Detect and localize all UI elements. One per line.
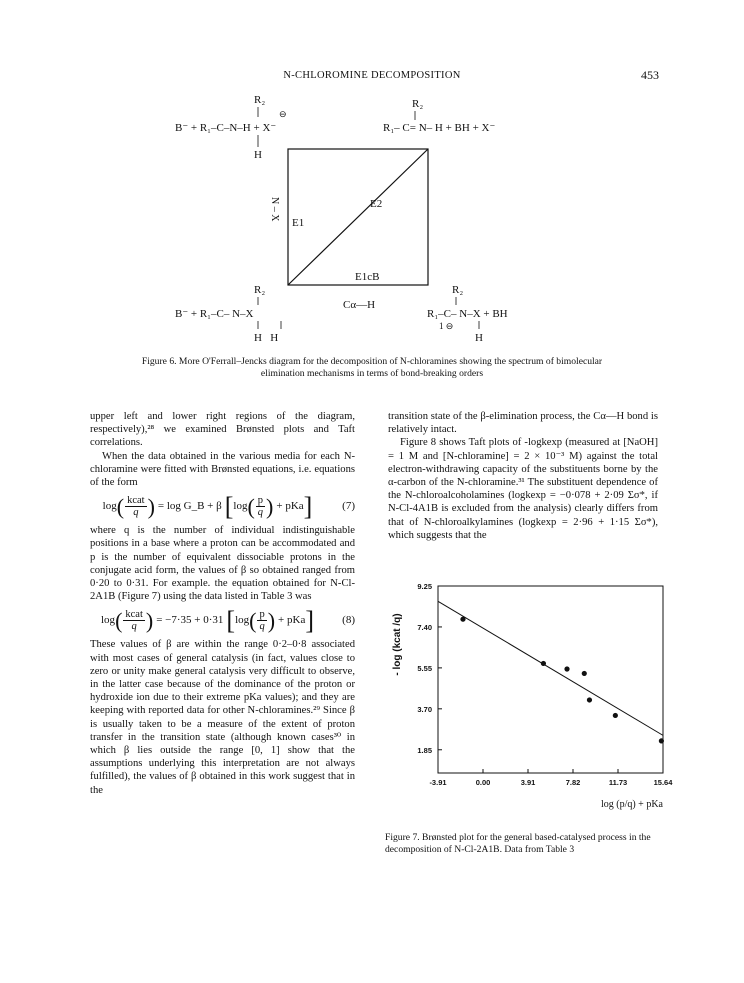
- figure-7-chart: [388, 578, 678, 818]
- eq8-num2: p: [259, 609, 265, 621]
- fig6-top-right-r2: R₂: [412, 98, 424, 110]
- fig6-bottom-right-r2: R₂: [452, 284, 464, 296]
- fig6-bottom-right-species: R₁–C– N–X + BH: [427, 308, 508, 320]
- data-point: [587, 697, 592, 702]
- fig6-e1-label: E1: [292, 217, 305, 229]
- eq8-mid: = −7·35 + 0·31: [156, 614, 224, 627]
- eq8-log2: log: [235, 614, 250, 627]
- x-tick-label: 0.00: [475, 778, 491, 787]
- y-tick-label: 7.40: [417, 622, 432, 632]
- fig6-top-left-h: H: [254, 149, 262, 161]
- x-tick-label: 11.73: [608, 778, 628, 787]
- eq8-num: kcat: [125, 609, 143, 621]
- eq7-log: log: [102, 500, 117, 513]
- eq7-number: (7): [342, 500, 355, 513]
- eq7-log2: log: [233, 500, 248, 513]
- fig6-bottom-left-hh: H H: [254, 332, 279, 344]
- eq7-mid: = log G_B + β: [157, 500, 222, 513]
- fig6-top-left-r2: R₂: [254, 95, 266, 106]
- data-point: [659, 738, 664, 743]
- eq8-tail: + pKa: [278, 614, 306, 627]
- equation-8: log ( $\frac{\text{kcat}}{q}$ ) = −7·35 + 0·31 [ log ( $\frac{p}{q}$ ) + pKa ] (8): [101, 605, 355, 635]
- data-point: [613, 713, 618, 718]
- right-paragraph-2: Figure 8 shows Taft plots of -logkexp (measured at [NaOH] = 1 M and [N-chloramine] = 2 × 10⁻³ M) against the total electron-withdrawing capacity of the substituents borne by the α-carbon of the N-chloramine.³¹ The substituent dependence of the N-chloroalcoholamines (logkexp = −0·078 + 2·09 Σσ*, if N-Cl-4A1B is excluded from the analysis) clearly differs from that of N-chloroalkylamines (logkexp = 2·96 + 1·15 Σσ*), which suggests that the: [388, 437, 658, 541]
- y-tick-label: 3.70: [417, 704, 432, 714]
- fig6-bottom-right-h: H: [475, 332, 483, 344]
- y-tick-label: 9.25: [417, 582, 432, 591]
- figure-7-caption: Figure 7. Brønsted plot for the general based-catalysed process in the decomposition of N-Cl-2A1B. Data from Table 3: [385, 832, 651, 855]
- y-axis-label: - log (kcat /q): [392, 613, 403, 676]
- figure-6-caption: Figure 6. More O'Ferrall–Jencks diagram for the decomposition of N-chloramines showing the spectrum of bimolecular elimination mechanisms in terms of bond-breaking orders: [141, 356, 603, 379]
- x-axis-label: log (p/q) + pKa: [600, 799, 663, 810]
- fig6-nx-label: N – X: [269, 197, 280, 222]
- data-point: [460, 617, 465, 622]
- fig6-e2-label: E2: [370, 198, 383, 210]
- data-point: [541, 661, 546, 666]
- fig6-e1cb-label: E1cB: [355, 271, 380, 283]
- x-tick-label: 3.91: [520, 778, 536, 787]
- eq8-den: q: [131, 621, 137, 633]
- right-paragraph-1: transition state of the β-elimination process, the Cα—H bond is relatively intact.: [388, 411, 658, 436]
- x-tick-label: -3.91: [429, 778, 447, 787]
- left-paragraph-4: These values of β are within the range 0·2–0·8 associated with most cases of general catalysis (in fact, values close to zero or unity make general catalysis very difficult to observe, in the latter case because of the dominance of the proton or hydroxide ion due to their extreme pKa values); and they are keeping with reported data for other N-chloramines.²⁹ Since β is usually taken to be a measure of the extent of proton transfer in the transition state (although known cases³⁰ in which β lies outside the range [0, 1] show that the assumptions underlying this interpretation are not always fulfilled), the values of β obtained in this work suggest that in the: [90, 639, 355, 796]
- left-paragraph-1: upper left and lower right regions of the diagram, respectively),²⁸ we examined Brønsted plots and Taft correlations.: [90, 411, 355, 449]
- y-tick-label: 1.85: [417, 745, 432, 755]
- eq8-log: log: [101, 614, 116, 627]
- eq7-den2: q: [257, 507, 264, 519]
- left-paragraph-2: When the data obtained in the various media for each N-chloramine were fitted with Brønsted equations, i.e. equations of the form: [90, 450, 355, 489]
- eq7-num2: p: [257, 495, 264, 507]
- fig6-bottom-right-sub: 1 ⊖: [439, 321, 454, 331]
- regression-line: [438, 601, 663, 735]
- figure-6-diagram: [165, 95, 585, 350]
- right-column: [388, 410, 658, 542]
- fig6-bottom-left-species: B⁻ + R₁–C– N–X: [175, 308, 254, 320]
- plot-frame: [438, 586, 663, 773]
- y-tick-label: 5.55: [417, 663, 432, 673]
- eq8-den2: q: [259, 621, 265, 633]
- x-tick-label: 15.64: [653, 778, 673, 787]
- data-point: [564, 666, 569, 671]
- equation-7: log ( $\frac{\text{kcat}}{q}$ ) = log G_B + β [ log ( $\frac{p}{q}$ ) + pKa ] (7): [102, 491, 355, 521]
- fig6-top-right-species: R₁– C= N– H + BH + X⁻: [383, 122, 496, 134]
- running-header: N-CHLOROMINE DECOMPOSITION: [283, 70, 461, 81]
- fig6-top-left-species: B⁻ + R₁–C–N–H + X⁻: [175, 122, 277, 134]
- data-point: [582, 671, 587, 676]
- left-paragraph-3: where q is the number of individual indistinguishable positions in a base where a proton can be accommodated and p is the number of equivalent dissociable protons in the conjugate acid form, the values of β so obtained ranged from 0·20 to 0·31. For example. the equation obtained for N-Cl-2A1B (Figure 7) using the data listed in Table 3 was: [90, 525, 355, 603]
- fig6-top-left-charge: ⊖: [279, 109, 287, 119]
- fig6-ca-h-label: Cα—H: [343, 299, 376, 311]
- fig6-bottom-left-r2: R₂: [254, 284, 266, 296]
- left-column: [90, 410, 355, 797]
- x-tick-label: 7.82: [565, 778, 581, 787]
- eq8-number: (8): [342, 614, 355, 627]
- eq7-den: q: [133, 507, 139, 519]
- eq7-tail: + pKa: [276, 500, 304, 513]
- eq7-num: kcat: [127, 495, 145, 507]
- page-number: 453: [641, 68, 659, 82]
